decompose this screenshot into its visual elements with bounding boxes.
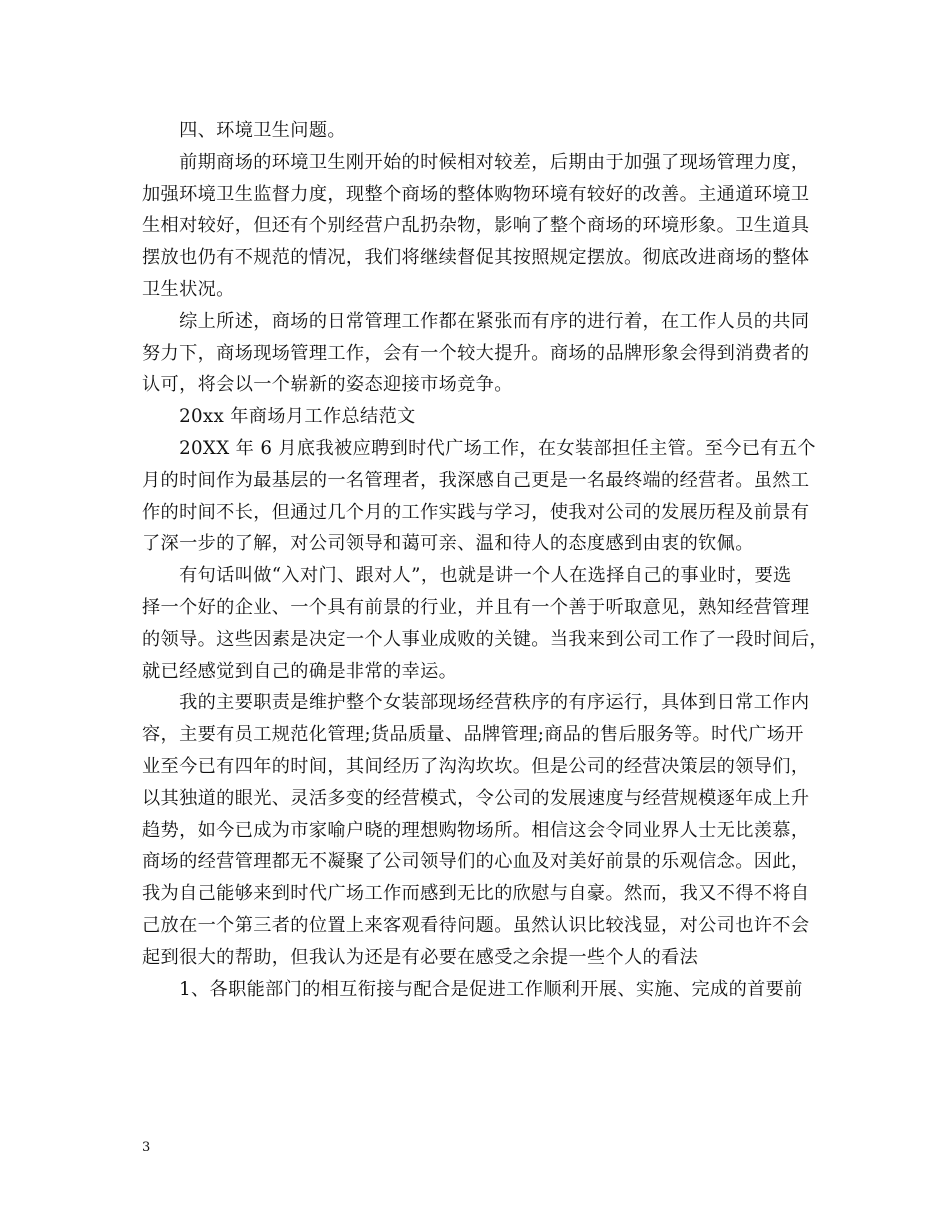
text-line: 加强环境卫生监督力度，现整个商场的整体购物环境有较好的改善。主通道环境卫 [142,183,810,205]
document-body [142,115,828,1005]
text-line: 起到很大的帮助，但我认为还是有必要在感受之余提一些个人的看法 [142,946,699,968]
text-line: 的领导。这些因素是决定一个人事业成败的关键。当我来到公司工作了一段时间后， [142,628,828,650]
text-line: 认可，将会以一个崭新的姿态迎接市场竞争。 [142,374,513,396]
text-line: 1、各职能部门的相互衔接与配合是促进工作顺利开展、实施、完成的首要前 [142,978,803,1000]
text-line: 了深一步的了解，对公司领导和蔼可亲、温和待人的态度感到由衷的钦佩。 [142,533,754,555]
text-line: 商场的经营管理都无不凝聚了公司领导们的心血及对美好前景的乐观信念。因此， [142,851,810,873]
text-line: 综上所述，商场的日常管理工作都在紧张而有序的进行着，在工作人员的共同 [142,310,810,332]
text-line: 我的主要职责是维护整个女装部现场经营秩序的有序运行，具体到日常工作内 [142,692,810,714]
text-line: 有句话叫做“入对门、跟对人”，也就是讲一个人在选择自己的事业时，要选 [142,565,792,587]
text-line: 前期商场的环境卫生刚开始的时候相对较差，后期由于加强了现场管理力度， [142,151,810,173]
text-line: 作的时间不长，但通过几个月的工作实践与学习，使我对公司的发展历程及前景有 [142,501,810,523]
text-line: 己放在一个第三者的位置上来客观看待问题。虽然认识比较浅显，对公司也许不会 [142,914,810,936]
text-line: 择一个好的企业、一个具有前景的行业，并且有一个善于听取意见，熟知经营管理 [142,596,810,618]
text-line: 20xx 年商场月工作总结范文 [142,406,416,428]
text-line: 摆放也仍有不规范的情况，我们将继续督促其按照规定摆放。彻底改进商场的整体 [142,247,810,269]
text-line: 趋势，如今已成为市家喻户晓的理想购物场所。相信这会令同业界人士无比羡慕， [142,819,810,841]
page-number: 3 [142,1140,151,1155]
text-line: 业至今已有四年的时间，其间经历了沟沟坎坎。但是公司的经营决策层的领导们， [142,755,810,777]
text-line: 卫生状况。 [142,278,235,300]
text-line: 四、环境卫生问题。 [142,120,346,141]
text-line: 容，主要有员工规范化管理;货品质量、品牌管理;商品的售后服务等。时代广场开 [142,724,804,746]
text-line: 月的时间作为最基层的一名管理者，我深感自己更是一名最终端的经营者。虽然工 [142,469,810,491]
text-line: 20XX 年 6 月底我被应聘到时代广场工作，在女装部担任主管。至今已有五个 [142,437,816,459]
text-line: 我为自己能够来到时代广场工作而感到无比的欣慰与自豪。然而，我又不得不将自 [142,883,810,905]
text-line: 以其独道的眼光、灵活多变的经营模式，令公司的发展速度与经营规模逐年成上升 [142,787,810,809]
text-line: 生相对较好，但还有个别经营户乱扔杂物，影响了整个商场的环境形象。卫生道具 [142,215,810,237]
text-line: 就已经感觉到自己的确是非常的幸运。 [142,660,458,682]
text-line: 努力下，商场现场管理工作，会有一个较大提升。商场的品牌形象会得到消费者的 [142,342,810,364]
